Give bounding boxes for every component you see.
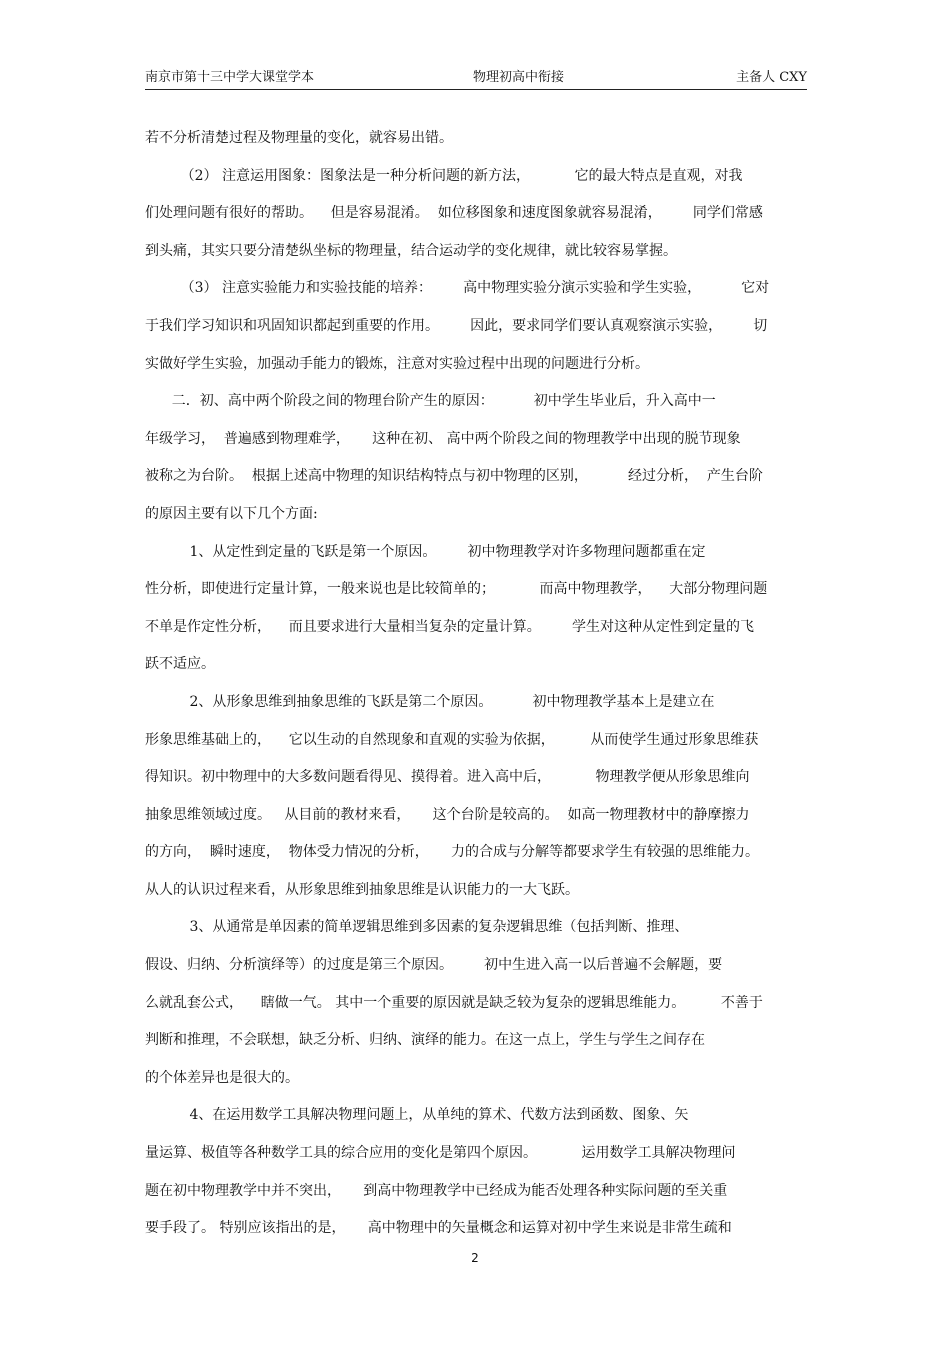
text-line: 4、在运用数学工具解决物理问题上，从单纯的算术、代数方法到函数、图象、矢 [145,1107,689,1124]
text-line: 跃不适应。 [145,656,215,673]
text-line: 假设、归纳、分析演绎等）的过度是第三个原因。 初中生进入高一以后普遍不会解题，要 [145,957,723,974]
text-line: 性分析，即使进行定量计算，一般来说也是比较简单的； 而高中物理教学， 大部分物理问题 [145,581,768,598]
text-line: 于我们学习知识和巩固知识都起到重要的作用。 因此，要求同学们要认真观察演示实验， 切 [145,317,768,334]
text-line: 抽象思维领域过度。 从目前的教材来看， 这个台阶是较高的。 如高一物理教材中的静摩擦力 [145,806,750,823]
text-line: 从人的认识过程来看，从形象思维到抽象思维是认识能力的一大飞跃。 [145,881,579,898]
text-line: 的个体差异也是很大的。 [145,1069,299,1086]
text-line: 题在初中物理教学中并不突出， 到高中物理教学中已经成为能否处理各种实际问题的至关重 [145,1182,728,1199]
text-line: 得知识。初中物理中的大多数问题看得见、摸得着。进入高中后， 物理教学便从形象思维向 [145,769,750,786]
text-line: 3、从通常是单因素的简单逻辑思维到多因素的复杂逻辑思维（包括判断、推理、 [145,919,689,936]
text-line: 判断和推理，不会联想，缺乏分析、归纳、演绎的能力。在这一点上，学生与学生之间存在 [145,1032,705,1049]
header-school: 南京市第十三中学大课堂学本 [145,70,315,85]
text-line: 若不分析清楚过程及物理量的变化，就容易出错。 [145,130,453,146]
text-line: 不单是作定性分析， 而且要求进行大量相当复杂的定量计算。 学生对这种从定性到定量的飞 [145,618,754,635]
text-line: 要手段了。 特别应该指出的是， 高中物理中的矢量概念和运算对初中学生来说是非常生疏和 [145,1220,732,1237]
text-line: 1、从定性到定量的飞跃是第一个原因。 初中物理教学对许多物理问题都重在定 [145,543,706,560]
text-line: 年级学习， 普遍感到物理难学， 这种在初、 高中两个阶段之间的物理教学中出现的脱节现象 [145,430,741,447]
page-number: 2 [471,1251,479,1265]
text-line: 2、从形象思维到抽象思维的飞跃是第二个原因。 初中物理教学基本上是建立在 [145,693,715,710]
text-line: 们处理问题有很好的帮助。 但是容易混淆。 如位移图象和速度图象就容易混淆， 同学们常感 [145,205,763,222]
text-line: 形象思维基础上的， 它以生动的自然现象和直观的实验为依据， 从而使学生通过形象思维获 [145,731,759,748]
text-line: 二．初、高中两个阶段之间的物理台阶产生的原因： 初中学生毕业后，升入高中一 [145,393,716,410]
document-body [145,120,810,1248]
text-line: 被称之为台阶。 根据上述高中物理的知识结构特点与初中物理的区别， 经过分析， 产生台阶 [145,468,763,485]
text-line: （2） 注意运用图象：图象法是一种分析问题的新方法， 它的最大特点是直观，对我 [145,167,743,184]
header-author: 主备人 CXY [736,70,807,85]
header-subject: 物理初高中衔接 [473,70,565,85]
text-line: 实做好学生实验，加强动手能力的锻炼，注意对实验过程中出现的问题进行分析。 [145,355,649,372]
text-line: 的方向， 瞬时速度， 物体受力情况的分析， 力的合成与分解等都要求学生有较强的思维能力。 [145,844,760,861]
text-line: （3） 注意实验能力和实验技能的培养： 高中物理实验分演示实验和学生实验， 它对 [145,280,770,297]
text-line: 么就乱套公式， 瞎做一气。 其中一个重要的原因就是缺乏较为复杂的逻辑思维能力。 不善于 [145,994,763,1011]
page-header [145,66,807,86]
text-line: 的原因主要有以下几个方面: [145,505,318,522]
header-divider [145,89,807,90]
text-line: 到头痛，其实只要分清楚纵坐标的物理量，结合运动学的变化规律，就比较容易掌握。 [145,242,677,259]
text-line: 量运算、极值等各种数学工具的综合应用的变化是第四个原因。 运用数学工具解决物理问 [145,1145,736,1162]
